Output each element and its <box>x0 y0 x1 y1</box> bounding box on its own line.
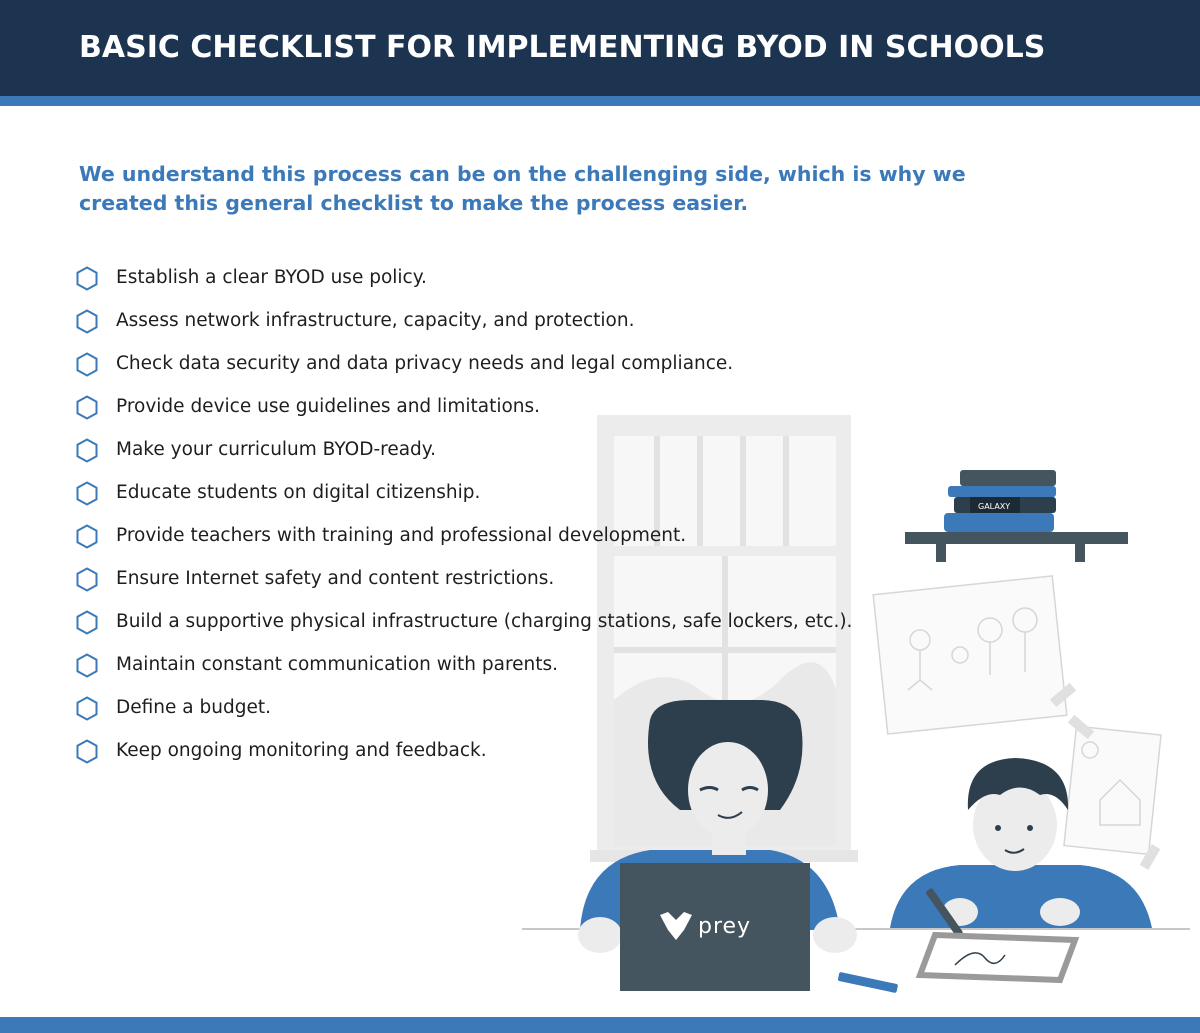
checklist-item <box>76 394 896 437</box>
bookshelf-illustration <box>905 470 1128 562</box>
checklist-item <box>76 480 896 523</box>
checklist-item <box>76 652 896 695</box>
checklist-item-text: Define a budget. <box>116 697 271 718</box>
hexagon-outline-icon <box>76 438 98 463</box>
hexagon-outline-icon <box>76 567 98 592</box>
checklist-item-text: Establish a clear BYOD use policy. <box>116 267 427 288</box>
hexagon-outline-icon <box>76 696 98 721</box>
footer-stripe <box>0 1017 1200 1033</box>
hexagon-outline-icon <box>76 395 98 420</box>
checklist-item-text: Check data security and data privacy needs and legal compliance. <box>116 353 734 374</box>
page-title: BASIC CHECKLIST FOR IMPLEMENTING BYOD IN SCHOOLS <box>79 30 1046 65</box>
checklist-item <box>76 523 896 566</box>
checklist-item-text: Build a supportive physical infrastructure (charging stations, safe lockers, etc.). <box>116 611 853 632</box>
checklist-item-text: Educate students on digital citizenship. <box>116 482 481 503</box>
hexagon-outline-icon <box>76 481 98 506</box>
checklist-item <box>76 609 896 652</box>
checklist-item <box>76 695 896 738</box>
checklist-item-text: Ensure Internet safety and content restrictions. <box>116 568 555 589</box>
hexagon-outline-icon <box>76 524 98 549</box>
checklist-item-text: Assess network infrastructure, capacity, and protection. <box>116 310 635 331</box>
checklist-item <box>76 308 896 351</box>
checklist-item <box>76 738 896 781</box>
checklist <box>76 265 896 781</box>
checklist-item-text: Keep ongoing monitoring and feedback. <box>116 740 487 761</box>
hexagon-outline-icon <box>76 653 98 678</box>
checklist-item-text: Provide teachers with training and professional development. <box>116 525 687 546</box>
checklist-item <box>76 437 896 480</box>
crayon-illustration <box>838 972 899 993</box>
intro-text: We understand this process can be on the challenging side, which is why we created this general checklist to make the process easier. <box>79 162 966 215</box>
hexagon-outline-icon <box>76 610 98 635</box>
checklist-item <box>76 566 896 609</box>
checklist-item-text: Provide device use guidelines and limitations. <box>116 396 541 417</box>
laptop-illustration <box>620 863 810 991</box>
hexagon-outline-icon <box>76 739 98 764</box>
checklist-item <box>76 265 896 308</box>
checklist-item <box>76 351 896 394</box>
svg-text:GALAXY: GALAXY <box>978 502 1011 511</box>
svg-text:prey: prey <box>698 914 752 939</box>
hexagon-outline-icon <box>76 352 98 377</box>
checklist-item-text: Make your curriculum BYOD-ready. <box>116 439 436 460</box>
checklist-item-text: Maintain constant communication with parents. <box>116 654 559 675</box>
hexagon-outline-icon <box>76 266 98 291</box>
hexagon-outline-icon <box>76 309 98 334</box>
